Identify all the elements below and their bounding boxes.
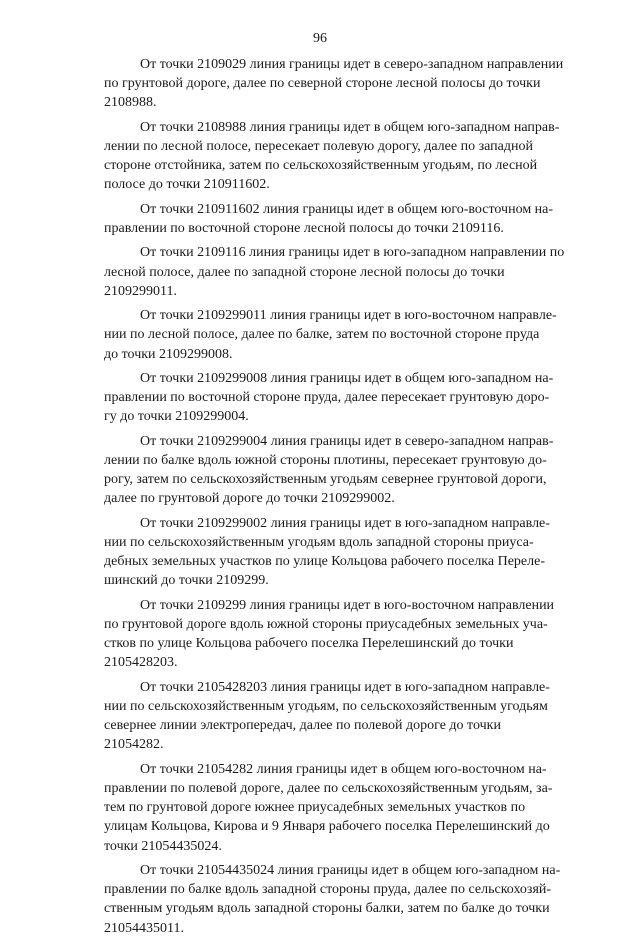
boundary-paragraph: От точки 2109299008 линия границы идет в общем юго-западном на- правлении по восточной стороне пруда, далее пересекает грунтовую доро- гу до точки 2109299004. (104, 370, 554, 425)
boundary-paragraph: От точки 210911602 линия границы идет в общем юго-восточном на- правлении по восточной стороне лесной полосы до точки 2109116. (104, 201, 554, 236)
boundary-paragraph: От точки 2109116 линия границы идет в юго-западном направлении по лесной полосе, далее по западной стороне лесной полосы до точки 2109299011. (104, 245, 565, 299)
boundary-paragraph: От точки 2109299004 линия границы идет в северо-западном направ- лении по балке вдоль южной стороны плотины, пересекает грунтовую до- рогу, затем по сельскохозяйственным угодьям севернее грунтовой дороги, далее по грунтовой дороге до точки 2109299002. (104, 433, 554, 507)
boundary-paragraph: От точки 21054435024 линия границы идет в общем юго-западном на- правлении по балке вдоль западной стороны пруда, далее по сельскохозяй- ственным угодьям вдоль западной стороны балки, затем по балке до точки 21054435011. (104, 862, 561, 936)
page-number: 96 (313, 31, 327, 46)
document-body (104, 55, 586, 943)
boundary-paragraph: От точки 21054282 линия границы идет в общем юго-восточном на- правлении по полевой дороге, далее по сельскохозяйственным угодьям, за- тем по грунтовой дороге южнее приусадебных земельных участков по улицам Кольцова, Кирова и 9 Января рабочего поселка Перелешинский до точки 21054435024. (104, 761, 553, 854)
boundary-paragraph: От точки 2109299002 линия границы идет в юго-западном направле- нии по сельскохозяйственным угодьям вдоль западной стороны приуса- дебных земельных участков по улице Кольцова рабочего поселка Переле- шинский до точки 2109299. (104, 515, 550, 589)
boundary-paragraph: От точки 2109299011 линия границы идет в юго-восточном направле- нии по лесной полосе, далее по балке, затем по восточной стороне пруда до точки 2109299008. (104, 308, 557, 362)
boundary-paragraph: От точки 2109299 линия границы идет в юго-восточном направлении по грунтовой дороге вдоль южной стороны приусадебных земельных уча- стков по улице Кольцова рабочего поселка Перелешинский до точки 2105428203. (104, 597, 555, 671)
boundary-paragraph: От точки 2108988 линия границы идет в общем юго-западном направ- лении по лесной полосе, пересекает полевую дорогу, далее по западной стороне отстойника, затем по сельскохозяйственным угодьям, по лесной полосе до точки 210911602. (104, 119, 560, 193)
boundary-paragraph: От точки 2105428203 линия границы идет в юго-западном направле- нии по сельскохозяйственным угодьям, по сельскохозяйственным угодьям севернее линии электропередач, далее по полевой дороге до точки 21054282. (104, 679, 550, 753)
boundary-paragraph: От точки 2109029 линия границы идет в северо-западном направлении по грунтовой дороге, далее по северной стороне лесной полосы до точки 2108988. (104, 57, 564, 111)
